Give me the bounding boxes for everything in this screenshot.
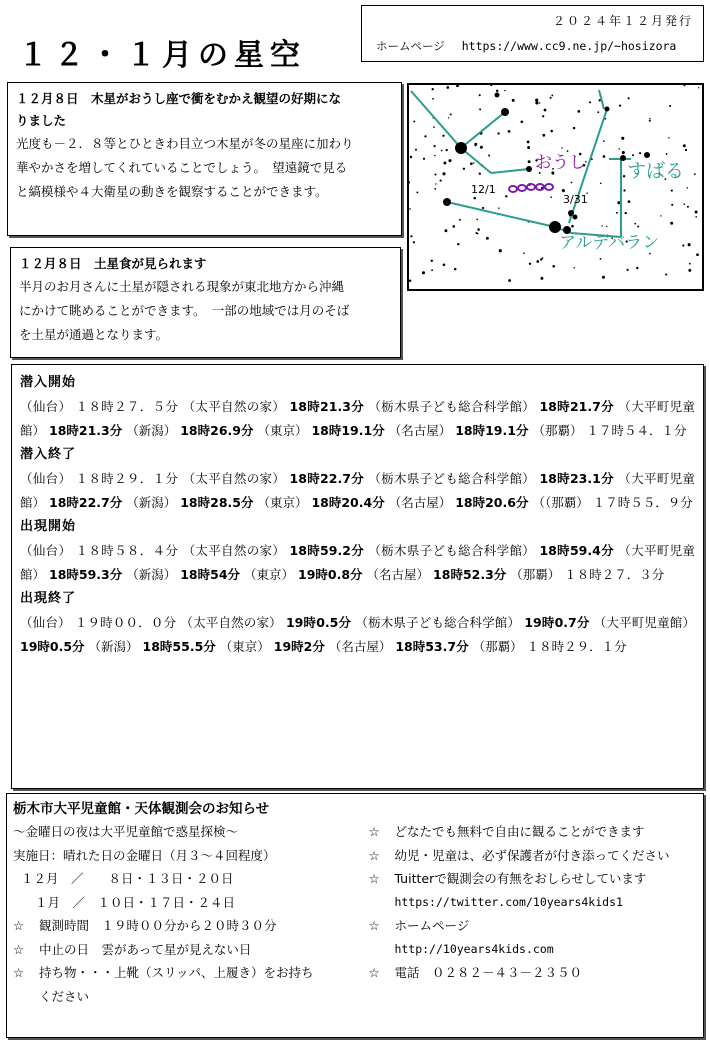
notice-bring-line [13, 961, 368, 985]
background-star [424, 135, 426, 137]
star-bullet-icon: ☆ [368, 847, 380, 863]
background-star [486, 237, 489, 240]
notice-free: どなたでも無料で自由に観ることができます [394, 824, 645, 839]
page-title: １２・１月の星空 [18, 38, 306, 73]
occultation-time: １７時５４．１分 [586, 423, 687, 438]
notice-homepage-link[interactable]: http://10years4kids.com [394, 941, 554, 956]
background-star [431, 260, 433, 262]
background-star [488, 155, 490, 157]
occultation-time: 18時21.7分 [539, 399, 614, 414]
background-star [523, 252, 525, 254]
background-star [665, 274, 667, 276]
background-star [571, 182, 573, 184]
background-star [479, 108, 481, 110]
location-name: （大平町児童館） [20, 399, 695, 438]
notice-hours-line [13, 914, 368, 938]
homepage-link[interactable]: https://www.cc9.ne.jp/~hosizora [461, 39, 677, 53]
background-star [695, 216, 697, 218]
occultation-time: 19時0.5分 [20, 639, 85, 654]
location-name: （大平町児童館） [593, 615, 695, 630]
background-star [544, 109, 547, 112]
jupiter-body [16, 132, 393, 204]
background-star [671, 204, 673, 206]
background-star [561, 147, 562, 148]
jupiter-body-line1: 光度も－２．８等とひときわ目立つ木星が冬の星座に加わり [16, 136, 354, 151]
location-name: （栃木県子ども総合科学館） [368, 471, 536, 486]
occultation-time: 18時19.1分 [311, 423, 385, 438]
background-star [625, 212, 627, 214]
occultation-time: 18時19.1分 [455, 423, 529, 438]
background-star [539, 102, 540, 103]
label-path-start: 12/1 [471, 183, 496, 196]
background-star [600, 183, 602, 185]
notice-heading: 栃木市大平児童館・天体観測会のお知らせ [13, 801, 270, 817]
occultation-time: 18時21.3分 [49, 423, 123, 438]
background-star [476, 232, 478, 234]
background-star [621, 137, 624, 140]
location-name: （栃木県子ども総合科学館） [368, 543, 536, 558]
notice-bring: 持ち物・・・上靴（スリッパ、上履き）をお持ち [39, 965, 314, 980]
location-name: （名古屋） [328, 639, 392, 654]
background-star [413, 121, 415, 123]
label-taurus: おうし [535, 153, 586, 173]
background-star [459, 219, 461, 221]
background-star [682, 244, 684, 246]
location-name: （栃木県子ども総合科学館） [355, 615, 521, 630]
occultation-time: 19時0.8分 [298, 567, 363, 582]
background-star [688, 243, 691, 246]
background-star [450, 113, 452, 115]
occultation-time: 18時26.9分 [180, 423, 254, 438]
occultation-time: １８時２９．１分 [526, 639, 627, 654]
background-star [573, 127, 575, 129]
background-star [448, 159, 451, 162]
background-star [628, 97, 630, 99]
star-bullet-icon: ☆ [368, 965, 380, 980]
background-star [448, 117, 449, 118]
background-star [446, 149, 448, 151]
occultation-time: 18時59.4分 [539, 543, 614, 558]
occultation-time: 18時20.4分 [311, 495, 385, 510]
occultation-phase-heading: 出現終了 [20, 591, 77, 606]
notice-cancel: 中止の日 雲があって星が見えない日 [39, 941, 252, 957]
background-star [698, 87, 699, 88]
notice-free-line [368, 820, 697, 844]
background-star [542, 257, 544, 259]
location-name: （新潟） [126, 423, 177, 438]
notice-schedule: 実施日：晴れた日の金曜日（月３～４回程度） [13, 847, 276, 863]
background-star [687, 187, 688, 188]
location-name: （新潟） [88, 639, 139, 654]
background-star [433, 126, 435, 128]
background-star [521, 121, 524, 124]
background-star [434, 173, 436, 175]
saturn-body [19, 275, 392, 347]
occultation-time: 19時2分 [273, 639, 325, 654]
background-star [552, 265, 555, 268]
background-star [434, 188, 436, 190]
saturn-body-line2: にかけて眺めることができます。 一部の地域では月のそば [19, 303, 350, 318]
notice-guardian: 幼児・児童は、必ず保護者が付き添ってください [394, 847, 670, 863]
background-star [482, 207, 484, 209]
background-star [597, 111, 599, 113]
background-star [443, 162, 446, 165]
background-star [649, 253, 651, 255]
background-star [695, 211, 698, 214]
location-name: （太平自然の家） [182, 399, 286, 414]
background-star [601, 225, 602, 226]
background-star [479, 94, 481, 96]
background-star [479, 172, 481, 174]
location-name: （仙台） [20, 543, 72, 558]
background-star [498, 207, 500, 209]
star-map-svg [409, 85, 702, 289]
background-star [432, 88, 434, 90]
background-star [639, 152, 641, 154]
background-star [649, 120, 651, 122]
location-name: （名古屋） [388, 495, 452, 510]
background-star [683, 144, 686, 147]
background-star [441, 150, 443, 152]
location-name: （名古屋） [388, 423, 452, 438]
label-pleiades: すばる [627, 160, 685, 182]
background-star [415, 149, 417, 151]
background-star [454, 268, 457, 271]
notice-cancel-line [13, 938, 368, 962]
jupiter-body-line2: 華やかさを増してくれていることでしょう。 望遠鏡で見る [16, 160, 348, 175]
background-star [622, 151, 625, 154]
background-star [527, 146, 530, 149]
occultation-time: 18時20.6分 [455, 495, 529, 510]
occultation-time-list [20, 539, 695, 587]
occultation-time: １８時２７．３分 [564, 567, 665, 582]
background-star [410, 156, 412, 158]
background-star [550, 130, 553, 133]
background-star [434, 155, 436, 157]
location-name: （名古屋） [366, 567, 430, 582]
occultation-time: １８時２９．１分 [75, 471, 179, 486]
background-star [452, 225, 455, 228]
background-star [574, 267, 575, 268]
background-star [577, 110, 580, 113]
background-star [463, 168, 465, 170]
background-star [535, 101, 538, 104]
star-bullet-icon: ☆ [368, 824, 380, 839]
background-star [409, 208, 411, 210]
background-star [623, 189, 625, 191]
occultation-phase-heading: 出現開始 [20, 519, 77, 534]
location-name: （東京） [244, 567, 295, 582]
star-bullet-icon: ☆ [368, 871, 380, 886]
location-name: （東京） [219, 639, 270, 654]
background-star [567, 150, 569, 152]
star-bullet-icon: ☆ [368, 918, 380, 933]
notice-homepage-label: ホームページ [394, 918, 470, 933]
occultation-time: １８時２７．５分 [75, 399, 179, 414]
notice-phone-line [368, 961, 697, 985]
background-star [512, 99, 515, 102]
background-star [619, 104, 621, 106]
background-star [603, 140, 605, 142]
occultation-time: １９時００．０分 [74, 615, 177, 630]
notice-left-column [13, 820, 368, 1008]
occultation-phase-heading: 潜入開始 [20, 375, 77, 390]
notice-subtitle: ～金曜日の夜は大平児童館で惑星探検～ [13, 824, 239, 839]
location-name: （仙台） [20, 471, 72, 486]
background-star [499, 249, 502, 252]
background-star [685, 149, 687, 151]
issue-info-box [361, 5, 704, 62]
observation-notice [6, 793, 704, 1038]
background-star [476, 219, 478, 221]
location-name: （大平町児童館） [20, 471, 695, 510]
location-name: （栃木県子ども総合科学館） [368, 399, 536, 414]
background-star [474, 144, 476, 146]
background-star [617, 201, 620, 204]
occultation-time: 18時54分 [180, 567, 241, 582]
background-star [623, 175, 625, 177]
background-star [410, 235, 412, 237]
background-star [562, 189, 565, 192]
occultation-time: １７時５５．９分 [592, 495, 693, 510]
occultation-time: １８時５８．４分 [75, 543, 179, 558]
background-star [440, 180, 442, 182]
occultation-time: 18時59.3分 [49, 567, 123, 582]
background-star [666, 153, 668, 155]
occultation-time-list [20, 395, 695, 443]
background-star [528, 160, 531, 163]
background-star [618, 148, 619, 149]
homepage-line [372, 38, 693, 54]
background-star [473, 197, 476, 200]
notice-guardian-line [368, 844, 697, 868]
background-star [477, 228, 480, 231]
location-name: （那覇） [510, 567, 561, 582]
occultation-time-list [20, 611, 695, 659]
background-star [689, 263, 691, 265]
saturn-heading: １２月８日 土星食が見られます [19, 256, 207, 271]
location-name: （東京） [257, 423, 308, 438]
location-name: （那覇） [472, 639, 523, 654]
background-star [688, 269, 691, 272]
notice-phone: 電話 ０２８２－４３－２３５０ [394, 965, 582, 980]
background-star [671, 190, 673, 192]
background-star [473, 162, 474, 163]
occultation-times [11, 364, 704, 789]
occultation-time: 18時22.7分 [49, 495, 123, 510]
jupiter-body-line3: と縞模様や４大衛星の動きを観察することができます。 [16, 184, 328, 199]
background-star [496, 90, 498, 92]
background-star [602, 276, 605, 279]
background-star [616, 212, 618, 214]
background-star [606, 226, 607, 227]
background-star [542, 115, 544, 117]
background-star [527, 141, 530, 144]
jupiter-heading [16, 88, 393, 132]
background-star [540, 277, 543, 280]
background-star [687, 206, 689, 208]
occultation-phase-heading: 潜入終了 [20, 447, 77, 462]
background-star [628, 200, 631, 203]
background-star [535, 99, 538, 102]
location-name: （那覇） [532, 423, 583, 438]
background-star [416, 191, 418, 193]
homepage-label: ホームページ [376, 39, 445, 53]
background-star [668, 137, 669, 138]
location-name: （（那覇） [532, 495, 589, 510]
background-star [443, 264, 446, 267]
location-name: （大平町児童館） [20, 543, 695, 582]
background-star [649, 118, 650, 119]
background-star [550, 196, 552, 198]
background-star [446, 86, 449, 89]
occultation-time: 18時22.7分 [289, 471, 365, 486]
jupiter-heading-line2: りました [16, 113, 67, 128]
background-star [542, 134, 545, 137]
twitter-link[interactable]: https://twitter.com/10years4kids1 [394, 894, 623, 909]
star-bullet-icon: ☆ [13, 941, 25, 957]
label-path-end: 3/31 [563, 193, 588, 206]
jupiter-heading-line1: １２月８日 木星がおうし座で衝をむかえ観望の好期にな [16, 91, 342, 106]
background-star [636, 267, 638, 269]
background-star [442, 172, 445, 175]
occultation-time: 18時23.1分 [539, 471, 614, 486]
occultation-time: 18時28.5分 [180, 495, 254, 510]
occultation-time-list [20, 467, 695, 515]
occultation-time: 19時0.5分 [285, 615, 352, 630]
star-bullet-icon: ☆ [13, 965, 25, 980]
background-star [696, 253, 699, 256]
background-star [589, 101, 591, 103]
location-name: （東京） [257, 495, 308, 510]
occultation-time: 18時55.5分 [142, 639, 216, 654]
background-star [632, 154, 634, 156]
background-star [634, 223, 636, 225]
occultation-time: 19時0.7分 [524, 615, 590, 630]
label-aldebaran: アルデバラン [559, 233, 660, 253]
background-star [508, 279, 511, 282]
background-star [508, 130, 511, 133]
background-star [457, 243, 459, 245]
saturn-body-line3: を土星が通過となります。 [19, 327, 169, 342]
background-star [670, 222, 673, 225]
background-star [435, 183, 436, 184]
location-name: （太平自然の家） [182, 471, 286, 486]
background-star [600, 258, 602, 260]
location-name: （新潟） [126, 567, 177, 582]
background-star [637, 226, 639, 228]
notice-homepage-line [368, 914, 697, 938]
occultation-time: 18時21.3分 [289, 399, 365, 414]
background-star [444, 229, 447, 232]
background-star [603, 155, 606, 158]
notice-twitter-note: Tuitterで観測会の有無をおしらせしています [394, 871, 647, 886]
background-star [529, 263, 531, 265]
background-star [504, 90, 506, 92]
background-star [536, 260, 539, 263]
occultation-time: 18時59.2分 [289, 543, 365, 558]
location-name: （新潟） [126, 495, 177, 510]
notice-hours: 観測時間 １９時００分から２０時３０分 [39, 918, 277, 933]
background-star [480, 146, 483, 149]
location-name: （仙台） [20, 399, 72, 414]
background-star [432, 98, 434, 100]
background-star [627, 269, 629, 271]
location-name: （太平自然の家） [180, 615, 282, 630]
jupiter-article [7, 82, 402, 236]
star-bullet-icon: ☆ [13, 918, 25, 933]
background-star [497, 132, 499, 134]
background-star [505, 195, 507, 197]
taurus-star-map [407, 83, 704, 291]
saturn-article [10, 247, 401, 358]
notice-january-dates: １月 ／ １０日・１７日・２４日 [35, 894, 236, 910]
location-name: （仙台） [20, 615, 71, 630]
occultation-time: 18時53.7分 [395, 639, 469, 654]
background-star [550, 97, 552, 99]
issue-date: ２０２４年１２月発行 [552, 14, 693, 28]
background-star [442, 135, 444, 137]
background-star [694, 173, 696, 175]
background-star [413, 241, 415, 243]
saturn-body-line1: 半月のお月さんに土星が隠される現象が東北地方から沖縄 [19, 279, 345, 294]
background-star [551, 94, 553, 96]
occultation-time: 18時52.3分 [433, 567, 507, 582]
notice-right-column [368, 820, 697, 1008]
background-star [422, 271, 425, 274]
location-name: （太平自然の家） [182, 543, 286, 558]
notice-december-dates: １２月 ／ ８日・１３日・２０日 [21, 871, 234, 886]
notice-bring-cont: ください [39, 988, 90, 1004]
background-star [470, 162, 473, 165]
background-star [669, 105, 671, 107]
background-star [683, 203, 685, 205]
background-star [571, 225, 574, 228]
background-star [431, 269, 433, 271]
background-star [660, 215, 661, 216]
notice-twitter-line [368, 867, 697, 891]
background-star [423, 158, 425, 160]
background-star [434, 145, 436, 147]
